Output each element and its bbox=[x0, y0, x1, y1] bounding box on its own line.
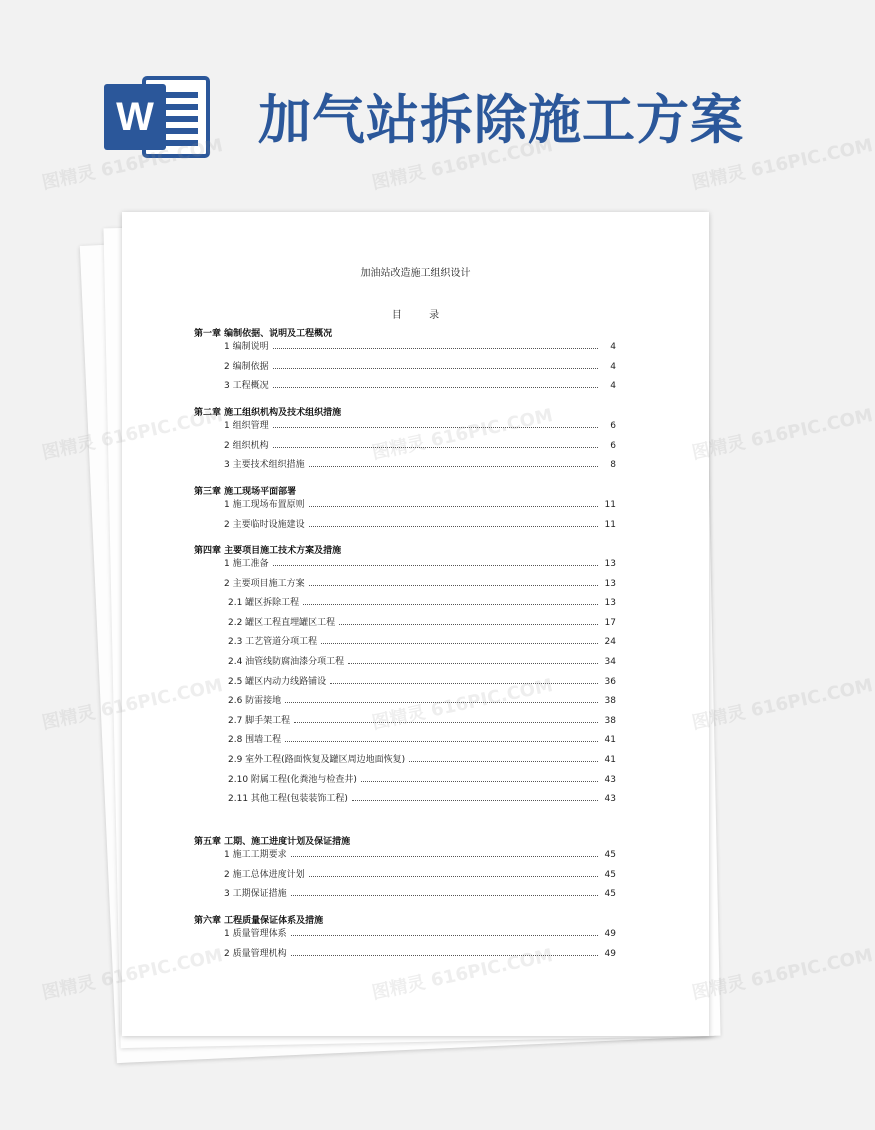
toc-dot-leader bbox=[273, 348, 598, 349]
toc-dot-leader bbox=[339, 624, 598, 625]
word-logo-icon bbox=[104, 72, 210, 162]
toc-entry[interactable] bbox=[224, 338, 616, 352]
watermark-text: 图精灵 616PIC.COM bbox=[690, 945, 875, 1004]
toc-dot-leader bbox=[273, 427, 598, 428]
toc-entry-page: 11 bbox=[604, 500, 616, 510]
toc-dot-leader bbox=[303, 604, 598, 605]
toc-entry[interactable] bbox=[228, 712, 616, 726]
toc-entry-label: 2.11 其他工程(包装装饰工程) bbox=[228, 794, 348, 805]
toc-entry-page: 36 bbox=[604, 676, 616, 687]
toc-dot-leader bbox=[291, 955, 598, 956]
toc-entry-page: 49 bbox=[604, 948, 616, 959]
toc-entry-page: 45 bbox=[604, 850, 616, 860]
toc-entry-page: 17 bbox=[604, 617, 616, 628]
toc-entry-label: 2 主要临时设施建设 bbox=[224, 519, 305, 530]
toc-chapter-heading[interactable]: 第三章 施工现场平面部署 bbox=[194, 487, 297, 497]
toc-entry-page: 34 bbox=[604, 657, 616, 667]
toc-chapter-heading[interactable]: 第一章 编制依据、说明及工程概况 bbox=[194, 329, 333, 339]
toc-entry[interactable] bbox=[228, 692, 616, 706]
banner-title: 加气站拆除施工方案 bbox=[258, 89, 744, 151]
toc-entry[interactable] bbox=[228, 653, 616, 667]
toc-chapter-heading[interactable]: 第五章 工期、施工进度计划及保证措施 bbox=[194, 837, 351, 847]
toc-entry-label: 2.8 围墙工程 bbox=[228, 735, 282, 746]
toc-entry[interactable] bbox=[224, 945, 616, 959]
toc-entry-page: 41 bbox=[604, 755, 616, 765]
toc-dot-leader bbox=[273, 447, 598, 448]
watermark-text: 图精灵 bbox=[40, 702, 98, 734]
watermark-text: 图精灵 bbox=[40, 972, 98, 1004]
toc-entry-label: 2.9 室外工程(路面恢复及罐区周边地面恢复) bbox=[228, 755, 406, 765]
toc-entry[interactable] bbox=[228, 751, 616, 765]
toc-chapter-heading[interactable]: 第二章 施工组织机构及技术组织措施 bbox=[194, 408, 342, 418]
toc-dot-leader bbox=[309, 466, 598, 467]
toc-entry-page: 24 bbox=[604, 637, 616, 648]
toc-entry[interactable] bbox=[224, 417, 616, 431]
toc-dot-leader bbox=[321, 643, 598, 644]
watermark-text: 图精灵 616PIC.COM bbox=[690, 135, 875, 194]
toc-entry-label: 2 编制依据 bbox=[224, 361, 269, 372]
toc-entry-page: 6 bbox=[610, 421, 616, 431]
toc-entry[interactable] bbox=[228, 633, 616, 647]
toc-entry-page: 4 bbox=[610, 361, 616, 372]
toc-entry-page: 13 bbox=[604, 559, 616, 569]
toc-dot-leader bbox=[285, 741, 598, 742]
toc-entry[interactable] bbox=[224, 496, 616, 510]
toc-entry[interactable] bbox=[224, 866, 616, 880]
toc-dot-leader bbox=[285, 702, 598, 703]
toc-dot-leader bbox=[309, 506, 598, 507]
toc-entry[interactable] bbox=[228, 594, 616, 608]
toc-entry[interactable] bbox=[224, 377, 616, 391]
toc-dot-leader bbox=[352, 800, 598, 801]
toc-entry-label: 2 主要项目施工方案 bbox=[224, 578, 305, 589]
toc-entry-label: 2.10 附属工程(化粪池与检查井) bbox=[228, 774, 357, 785]
toc-dot-leader bbox=[291, 895, 598, 896]
toc-entry-label: 2.3 工艺管道分项工程 bbox=[228, 637, 318, 648]
document-title: 加油站改造施工组织设计 bbox=[360, 268, 471, 279]
toc-entry-page: 11 bbox=[604, 519, 616, 530]
toc-dot-leader bbox=[361, 781, 598, 782]
watermark-text: 图精灵 616PIC.COM bbox=[690, 675, 875, 734]
toc-entry-label: 3 主要技术组织措施 bbox=[224, 460, 305, 471]
toc-entry-label: 2 施工总体进度计划 bbox=[224, 869, 305, 880]
toc-entry-label: 1 质量管理体系 bbox=[224, 929, 287, 939]
toc-entry-label: 2.4 油管线防腐油漆分项工程 bbox=[228, 657, 345, 667]
toc-dot-leader bbox=[309, 876, 598, 877]
watermark-text: 图精灵 616PIC.COM bbox=[690, 405, 875, 464]
toc-entry-page: 4 bbox=[610, 342, 616, 352]
toc-entry-label: 2.7 脚手架工程 bbox=[228, 715, 291, 726]
toc-entry[interactable] bbox=[224, 925, 616, 939]
toc-entry-page: 43 bbox=[604, 794, 616, 805]
document-page bbox=[122, 212, 709, 1036]
toc-dot-leader bbox=[273, 565, 598, 566]
watermark-text: 图精灵 616PIC.COM bbox=[370, 135, 555, 194]
toc-entry-page: 6 bbox=[610, 440, 616, 451]
toc-entry[interactable] bbox=[224, 885, 616, 899]
toc-entry-page: 45 bbox=[604, 869, 616, 880]
toc-entry-page: 38 bbox=[604, 715, 616, 726]
toc-dot-leader bbox=[273, 368, 598, 369]
toc-dot-leader bbox=[409, 761, 598, 762]
toc-entry-page: 13 bbox=[604, 598, 616, 609]
toc-entry[interactable] bbox=[228, 790, 616, 804]
toc-entry[interactable] bbox=[228, 614, 616, 628]
toc-dot-leader bbox=[291, 856, 598, 857]
toc-entry[interactable] bbox=[228, 673, 616, 687]
toc-dot-leader bbox=[273, 387, 598, 388]
toc-entry[interactable] bbox=[224, 358, 616, 372]
toc-entry-page: 49 bbox=[604, 929, 616, 939]
toc-entry-label: 3 工程概况 bbox=[224, 381, 269, 392]
toc-entry[interactable] bbox=[224, 437, 616, 451]
toc-entry-page: 41 bbox=[604, 735, 616, 746]
watermark-text: 图精灵 616PIC.COM bbox=[40, 135, 225, 194]
toc-dot-leader bbox=[309, 585, 598, 586]
toc-entry-label: 2.5 罐区内动力线路铺设 bbox=[228, 676, 327, 687]
toc-entry-label: 1 施工现场布置原则 bbox=[224, 500, 305, 510]
toc-dot-leader bbox=[294, 722, 598, 723]
toc-entry[interactable] bbox=[224, 846, 616, 860]
toc-dot-leader bbox=[309, 526, 598, 527]
toc-entry-label: 2.6 防雷接地 bbox=[228, 696, 282, 707]
toc-entry-page: 45 bbox=[604, 889, 616, 900]
logo-letter: W bbox=[116, 95, 154, 139]
toc-entry-label: 2.1 罐区拆除工程 bbox=[228, 598, 300, 609]
toc-dot-leader bbox=[291, 935, 598, 936]
toc-entry-label: 1 编制说明 bbox=[224, 342, 269, 352]
toc-entry[interactable] bbox=[224, 575, 616, 589]
toc-entry[interactable] bbox=[228, 771, 616, 785]
toc-entry-page: 8 bbox=[610, 460, 616, 471]
toc-dot-leader bbox=[330, 683, 598, 684]
toc-entry-label: 1 组织管理 bbox=[224, 421, 269, 431]
toc-entry-label: 2 质量管理机构 bbox=[224, 948, 287, 959]
toc-entry-page: 4 bbox=[610, 381, 616, 392]
toc-entry-label: 2 组织机构 bbox=[224, 440, 269, 451]
toc-entry-label: 1 施工工期要求 bbox=[224, 850, 287, 860]
toc-entry-label: 1 施工准备 bbox=[224, 559, 269, 569]
watermark-text: 图精灵 bbox=[40, 432, 98, 464]
toc-chapter-heading[interactable]: 第六章 工程质量保证体系及措施 bbox=[194, 916, 324, 926]
toc-entry-page: 43 bbox=[604, 774, 616, 785]
toc-entry-page: 38 bbox=[604, 696, 616, 707]
toc-dot-leader bbox=[348, 663, 598, 664]
toc-entry[interactable] bbox=[224, 456, 616, 470]
toc-entry[interactable] bbox=[224, 516, 616, 530]
toc-entry-label: 3 工期保证措施 bbox=[224, 889, 287, 900]
toc-entry[interactable] bbox=[228, 731, 616, 745]
toc-heading: 目 录 bbox=[391, 310, 440, 321]
toc-chapter-heading[interactable]: 第四章 主要项目施工技术方案及措施 bbox=[194, 546, 342, 556]
toc-entry[interactable] bbox=[224, 555, 616, 569]
toc-entry-page: 13 bbox=[604, 578, 616, 589]
toc-entry-label: 2.2 罐区工程直埋罐区工程 bbox=[228, 617, 336, 628]
